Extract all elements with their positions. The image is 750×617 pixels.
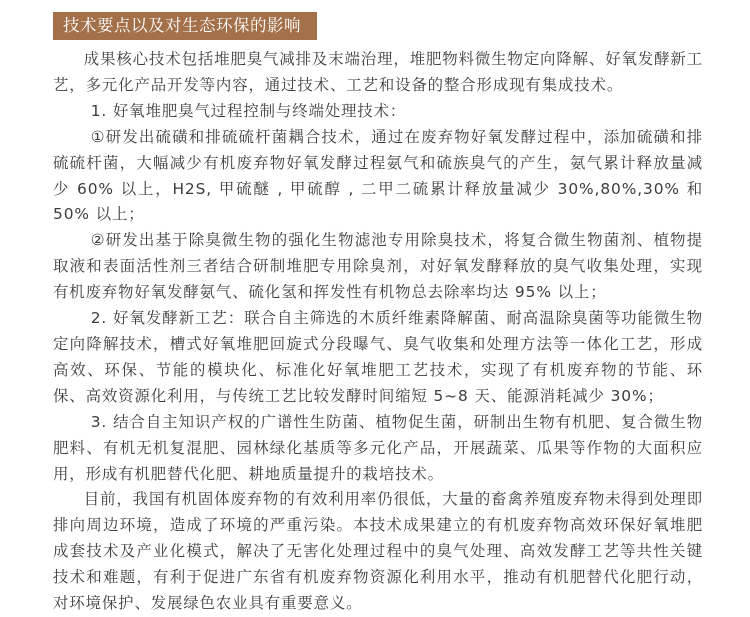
article-body — [53, 47, 703, 617]
tech-1-point-1: ①研发出硫磺和排硫硫杆菌耦合技术，通过在废弃物好氧发酵过程中，添加硫磺和排硫硫杆菌，大幅减少有机废弃物好氧发酵过程氨气和硫族臭气的产生，氨气累计释放量减少 60% 以上，H2S, 甲硫醚 , 甲硫醇 , 二甲二硫累计释放量减少 30%,80%,30% 和 50% 以上； — [53, 127, 703, 224]
conclusion-paragraph: 目前，我国有机固体废弃物的有效利用率仍很低，大量的畜禽养殖废弃物未得到处理即排向周边环境，造成了环境的严重污染。本技术成果建立的有机废弃物高效环保好氧堆肥成套技术及产业化模式，解决了无害化处理过程中的臭气处理、高效发酵工艺等共性关键技术和难题，有利于促进广东省有机废弃物资源化利用水平，推动有机肥替代化肥行动，对环境保护、发展绿色农业具有重要意义。 — [53, 490, 703, 613]
tech-3-paragraph: 3. 结合自主知识产权的广谱性生防菌、植物促生菌，研制出生物有机肥、复合微生物肥料、有机无机复混肥、园林绿化基质等多元化产品，开展蔬菜、瓜果等作物的大面积应用，形成有机肥替代化肥、耕地质量提升的栽培技术。 — [53, 412, 703, 483]
section-title: 技术要点以及对生态环保的影响 — [53, 12, 317, 40]
tech-2-paragraph: 2. 好氧发酵新工艺：联合自主筛选的木质纤维素降解菌、耐高温除臭菌等功能微生物定向降解技术，槽式好氧堆肥回旋式分段曝气、臭气收集和处理方法等一体化工艺，形成高效、环保、节能的模块化、标准化好氧堆肥工艺技术，实现了有机废弃物的节能、环保、高效资源化利用，与传统工艺比较发酵时间缩短 5~8 天、能源消耗减少 30%； — [53, 309, 703, 405]
intro-paragraph: 成果核心技术包括堆肥臭气减排及末端治理，堆肥物料微生物定向降解、好氧发酵新工艺，多元化产品开发等内容，通过技术、工艺和设备的整合形成现有集成技术。 — [53, 50, 703, 94]
tech-1-heading: 1. 好氧堆肥臭气过程控制与终端处理技术： — [90, 101, 407, 120]
tech-1-point-2: ②研发出基于除臭微生物的强化生物滤池专用除臭技术，将复合微生物菌剂、植物提取液和表面活性剂三者结合研制堆肥专用除臭剂，对好氧发酵释放的臭气收集处理，实现有机废弃物好氧发酵氨气、硫化氢和挥发性有机物总去除率均达 95% 以上； — [53, 231, 703, 302]
